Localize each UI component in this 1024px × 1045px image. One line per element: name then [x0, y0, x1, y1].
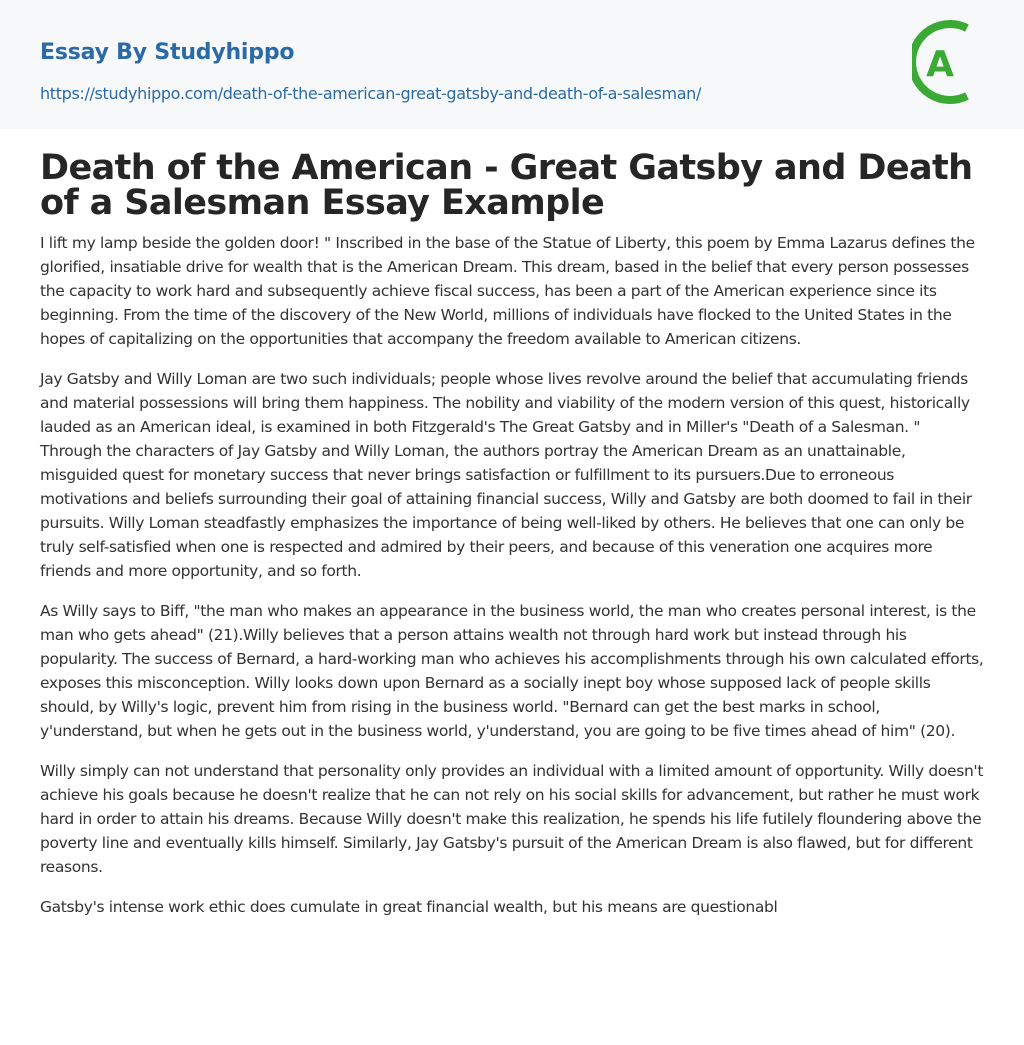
- site-header: [0, 0, 1024, 129]
- essay-url-link[interactable]: https://studyhippo.com/death-of-the-american-great-gatsby-and-death-of-a-salesman/: [40, 84, 702, 103]
- studyhippo-logo-icon[interactable]: [912, 20, 986, 104]
- site-title[interactable]: Essay By Studyhippo: [40, 40, 295, 65]
- essay-paragraph-2: Jay Gatsby and Willy Loman are two such individuals; people whose lives revolve around the belief that accumulating friends and material possessions will bring them happiness. The nobility and viability of the modern version of this quest, historically lauded as an American ideal, is examined in both Fitzgerald's The Great Gatsby and in Miller's "Death of a Salesman. " Through the characters of Jay Gatsby and Willy Loman, the authors portray the American Dream as an unattainable, misguided quest for monetary success that never brings satisfaction or fulfillment to its pursuers.Due to erroneous motivations and beliefs surrounding their goal of attaining financial success, Willy and Gatsby are both doomed to fail in their pursuits. Willy Loman steadfastly emphasizes the importance of being well-liked by others. He believes that one can only be truly self-satisfied when one is respected and admired by their peers, and because of this veneration one acquires more friends and more opportunity, and so forth.: [40, 370, 972, 580]
- essay-paragraph-3: As Willy says to Biff, "the man who makes an appearance in the business world, the man who creates personal interest, is the man who gets ahead" (21).Willy believes that a person attains wealth not through hard work but instead through his popularity. The success of Bernard, a hard-working man who achieves his accomplishments through his own calculated efforts, exposes this misconception. Willy looks down upon Bernard as a socially inept boy whose supposed lack of people skills should, by Willy's logic, prevent him from rising in the business world. "Bernard can get the best marks in school, y'understand, but when he gets out in the business world, y'understand, you are going to be five times ahead of him" (20).: [40, 602, 984, 740]
- essay-content: [0, 148, 1024, 919]
- logo-letter: A: [926, 44, 954, 85]
- page-title: Death of the American - Great Gatsby and Death of a Salesman Essay Example: [40, 148, 973, 223]
- essay-paragraph-5: Gatsby's intense work ethic does cumulate in great financial wealth, but his means are questionabl: [40, 898, 778, 916]
- essay-paragraph-1: I lift my lamp beside the golden door! " Inscribed in the base of the Statue of Liberty, this poem by Emma Lazarus defines the glorified, insatiable drive for wealth that is the American Dream. This dream, based in the belief that every person possesses the capacity to work hard and subsequently achieve fiscal success, has been a part of the American experience since its beginning. From the time of the discovery of the New World, millions of individuals have flocked to the United States in the hopes of capitalizing on the opportunities that accompany the freedom available to American citizens.: [40, 234, 975, 348]
- essay-paragraph-4: Willy simply can not understand that personality only provides an individual with a limited amount of opportunity. Willy doesn't achieve his goals because he doesn't realize that he can not rely on his social skills for advancement, but rather he must work hard in order to attain his dreams. Because Willy doesn't make this realization, he spends his life futilely floundering above the poverty line and eventually kills himself. Similarly, Jay Gatsby's pursuit of the American Dream is also flawed, but for different reasons.: [40, 762, 984, 876]
